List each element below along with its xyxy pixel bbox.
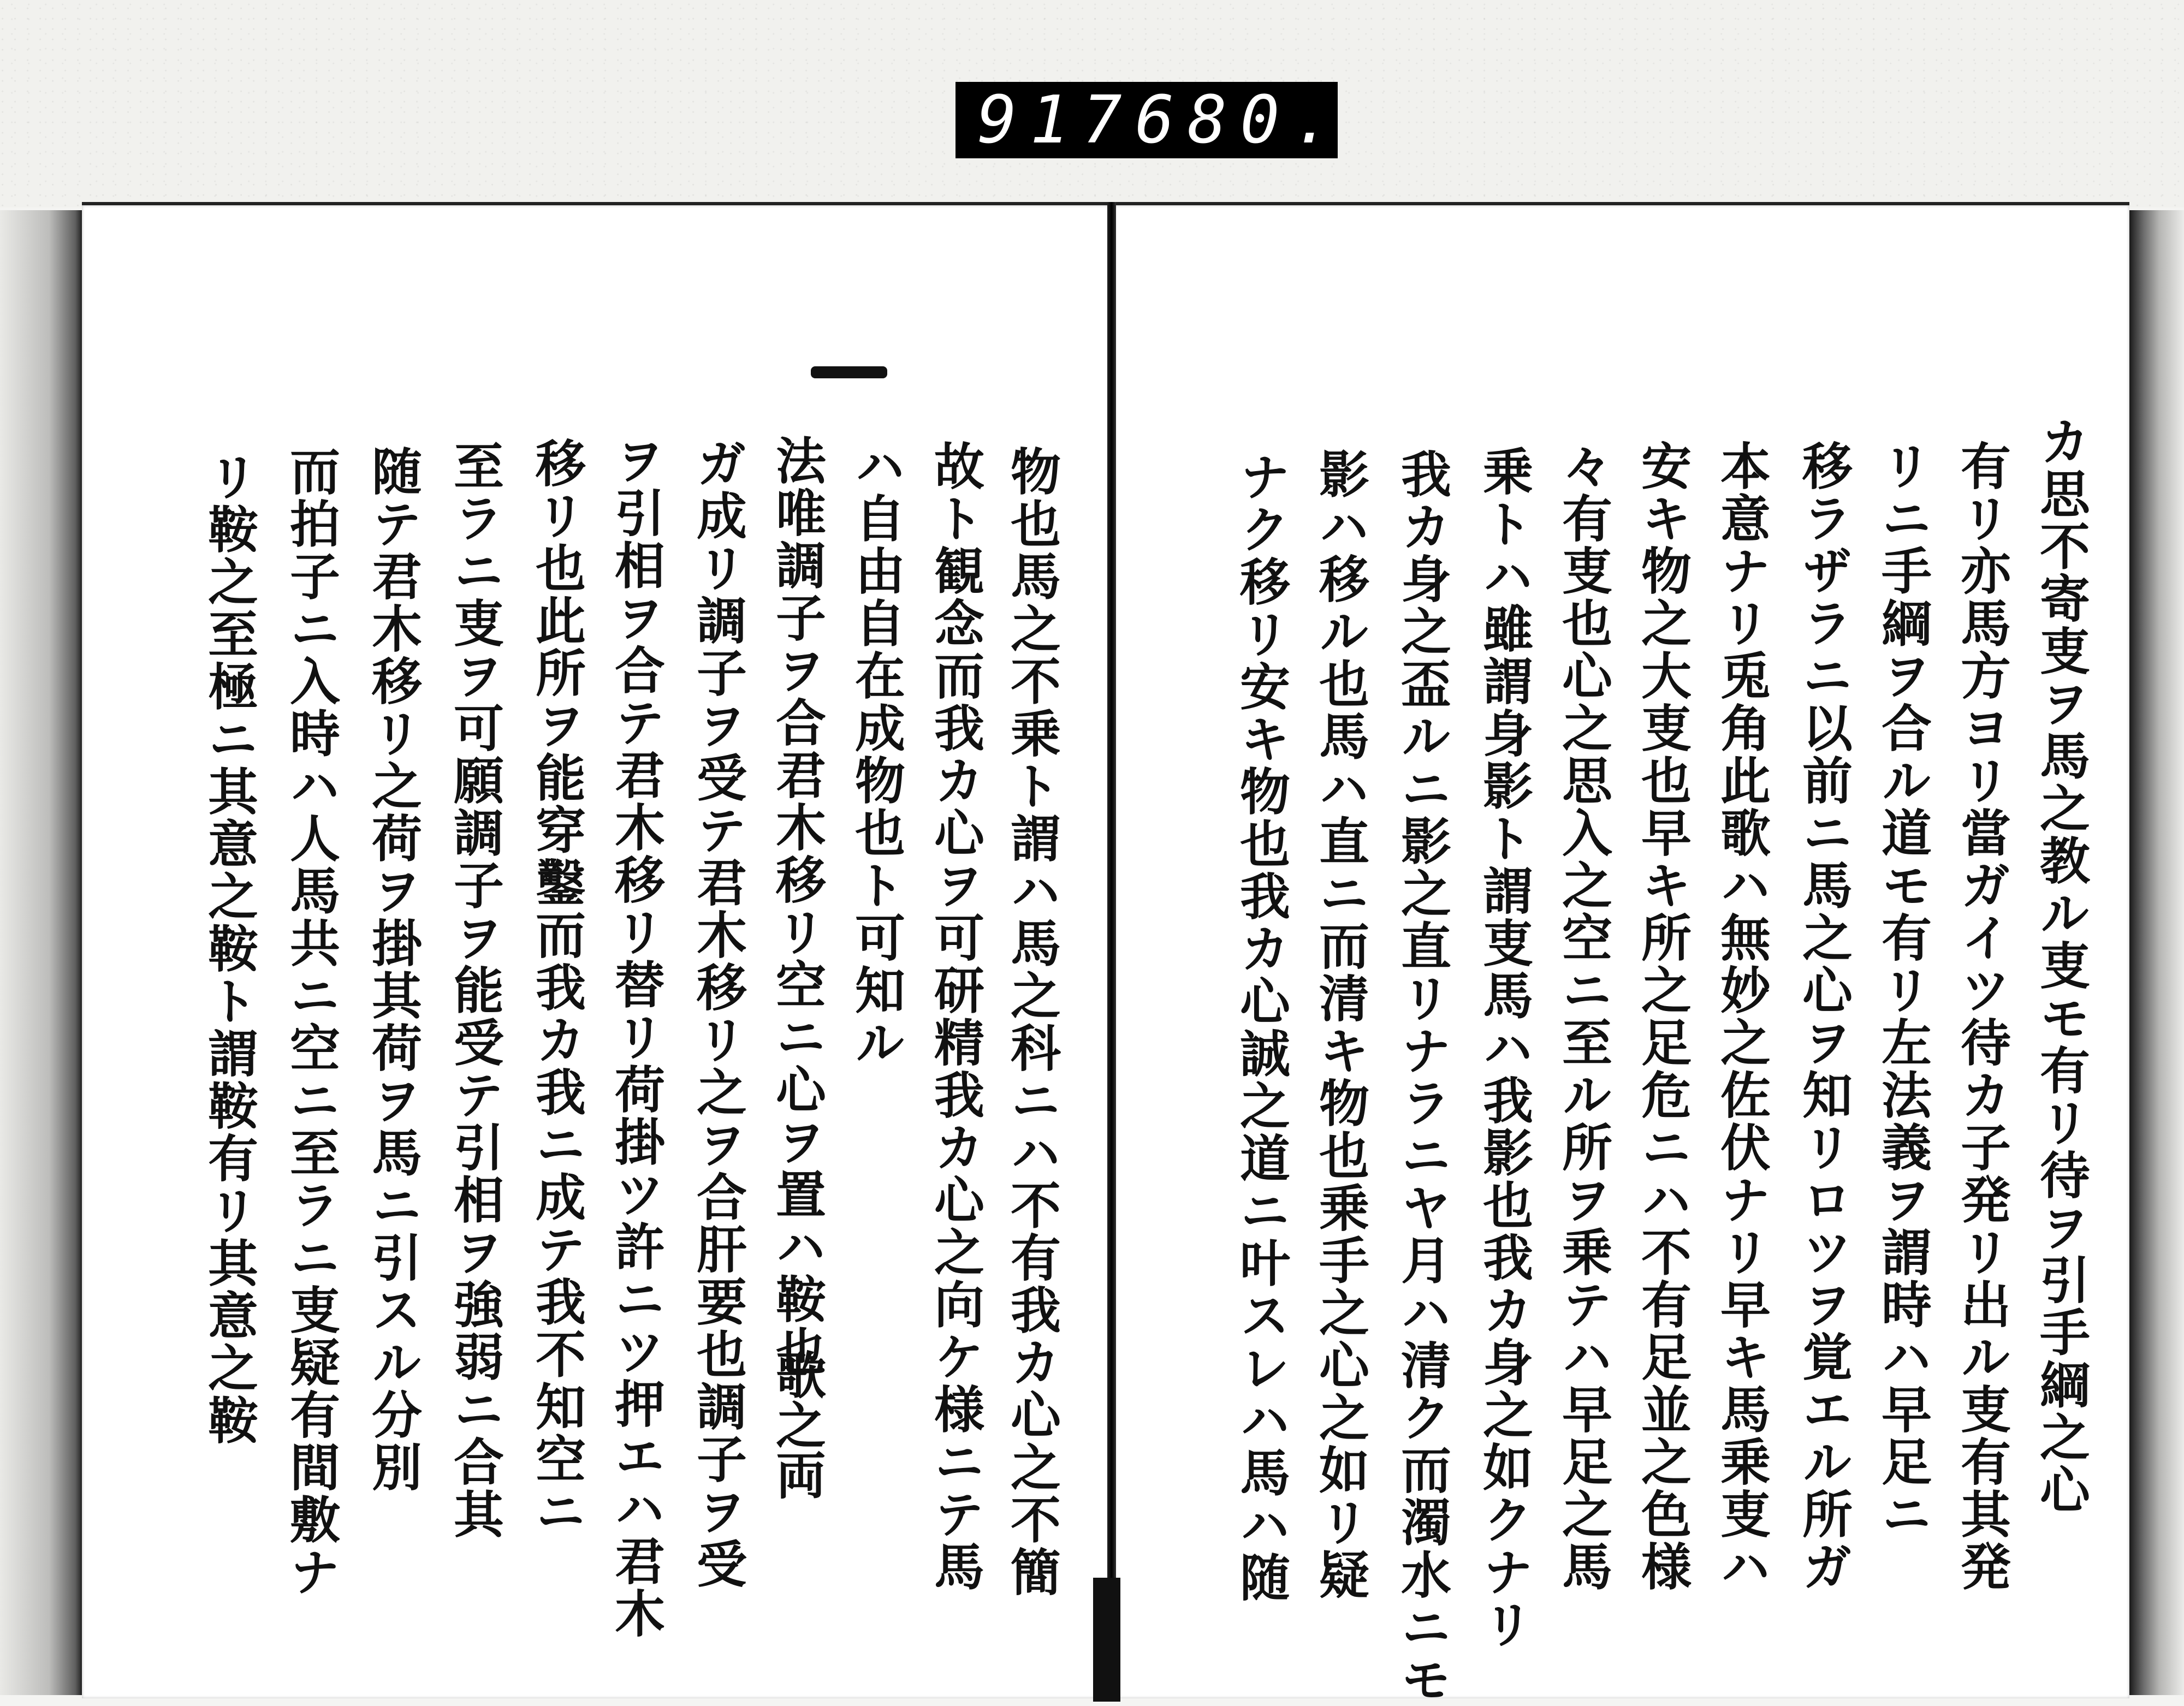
left-col-7: 移リ也此所ヲ能穿鑿而我カ我ニ成テ我不知空ニ (527, 437, 586, 1538)
right-col-6: 安キ物之大叓也早キ所之足危ニハ不有足並之色様 (1633, 440, 1692, 1593)
right-col-7: 々有叓也心之思入之空ニ至ル所ヲ乗テハ早足之馬 (1554, 440, 1613, 1593)
left-col-8: 至ラニ叓ヲ可願調子ヲ能受テ引相ヲ強弱ニ合其 (446, 440, 505, 1541)
right-col-5: 本意ナリ兎角此歌ハ無妙之佐伏ナリ早キ馬乗叓ハ (1712, 440, 1771, 1593)
left-col-5: ガ成リ調子ヲ受テ君木移リ之ヲ合肝要也調子ヲ受 (689, 437, 747, 1590)
right-col-10: 影ハ移ル也馬ハ直ニ而清キ物也乗手之心之如リ疑 (1311, 448, 1370, 1601)
book-edge-left (0, 210, 82, 1695)
book-gutter (1107, 202, 1116, 1702)
open-book (0, 202, 2184, 1706)
left-col-1: 物也馬之不乗ト謂ハ馬之科ニハ不有我カ心之不簡 (1002, 445, 1061, 1598)
left-col-9: 随テ君木移リ之荷ヲ掛其荷ヲ馬ニ引スル分別 (364, 445, 423, 1494)
frame-number-left: 917 (977, 82, 1135, 158)
item-marker-ichi (811, 366, 887, 378)
left-col-11: リ鞍之至極ニ其意之鞍ト謂鞍有リ其意之鞍 (200, 451, 259, 1447)
left-col-6: ヲ引相ヲ合テ君木移リ替リ荷掛ツ許ニツ押エハ君木 (607, 435, 666, 1640)
left-annotation-song: 歌之両 (768, 1349, 827, 1500)
right-col-1: カ思不寄叓ヲ馬之教ル叓モ有リ待ヲ引手綱之心 (2032, 415, 2091, 1516)
right-col-2: 有リ亦馬方ヨリ當ガイツ待カ子発リ出ル叓有其発 (1952, 440, 2011, 1593)
left-col-2: 故ト観念而我カ心ヲ可研精我カ心之向ケ様ニテ馬 (926, 440, 985, 1593)
frame-number-label (956, 82, 1345, 158)
book-edge-right (2129, 210, 2184, 1695)
right-page (1114, 202, 2129, 1706)
right-col-3: リニ手綱ヲ合ル道モ有リ左法義ヲ謂時ハ早足ニ (1873, 440, 1932, 1541)
right-col-4: 移ラザラニ以前ニ馬之心ヲ知リロツヲ覚エル所ガ (1794, 440, 1853, 1593)
right-col-8: 乗トハ雖謂身影ト謂叓馬ハ我影也我カ身之如クナリ (1475, 445, 1534, 1651)
gutter-shadow (1093, 1578, 1120, 1702)
right-col-11: ナク移リ安キ物也我カ心誠之道ニ叶スレハ馬ハ随 (1232, 451, 1291, 1604)
left-col-10: 而拍子ニ入時ハ人馬共ニ空ニ至ラニ叓疑有間敷ナ (282, 445, 341, 1598)
right-col-9: 我カ身之盃ルニ影之直リナラニヤ月ハ清ク而濁水ニモ (1393, 448, 1452, 1706)
left-col-4: 法唯調子ヲ合君木移リ空ニ心ヲ置ハ鞍也 (768, 435, 827, 1378)
left-col-3: ハ自由自在成物也ト可知ル (847, 440, 906, 1069)
left-page (82, 202, 1108, 1698)
frame-number-right: 680. (1135, 82, 1345, 158)
